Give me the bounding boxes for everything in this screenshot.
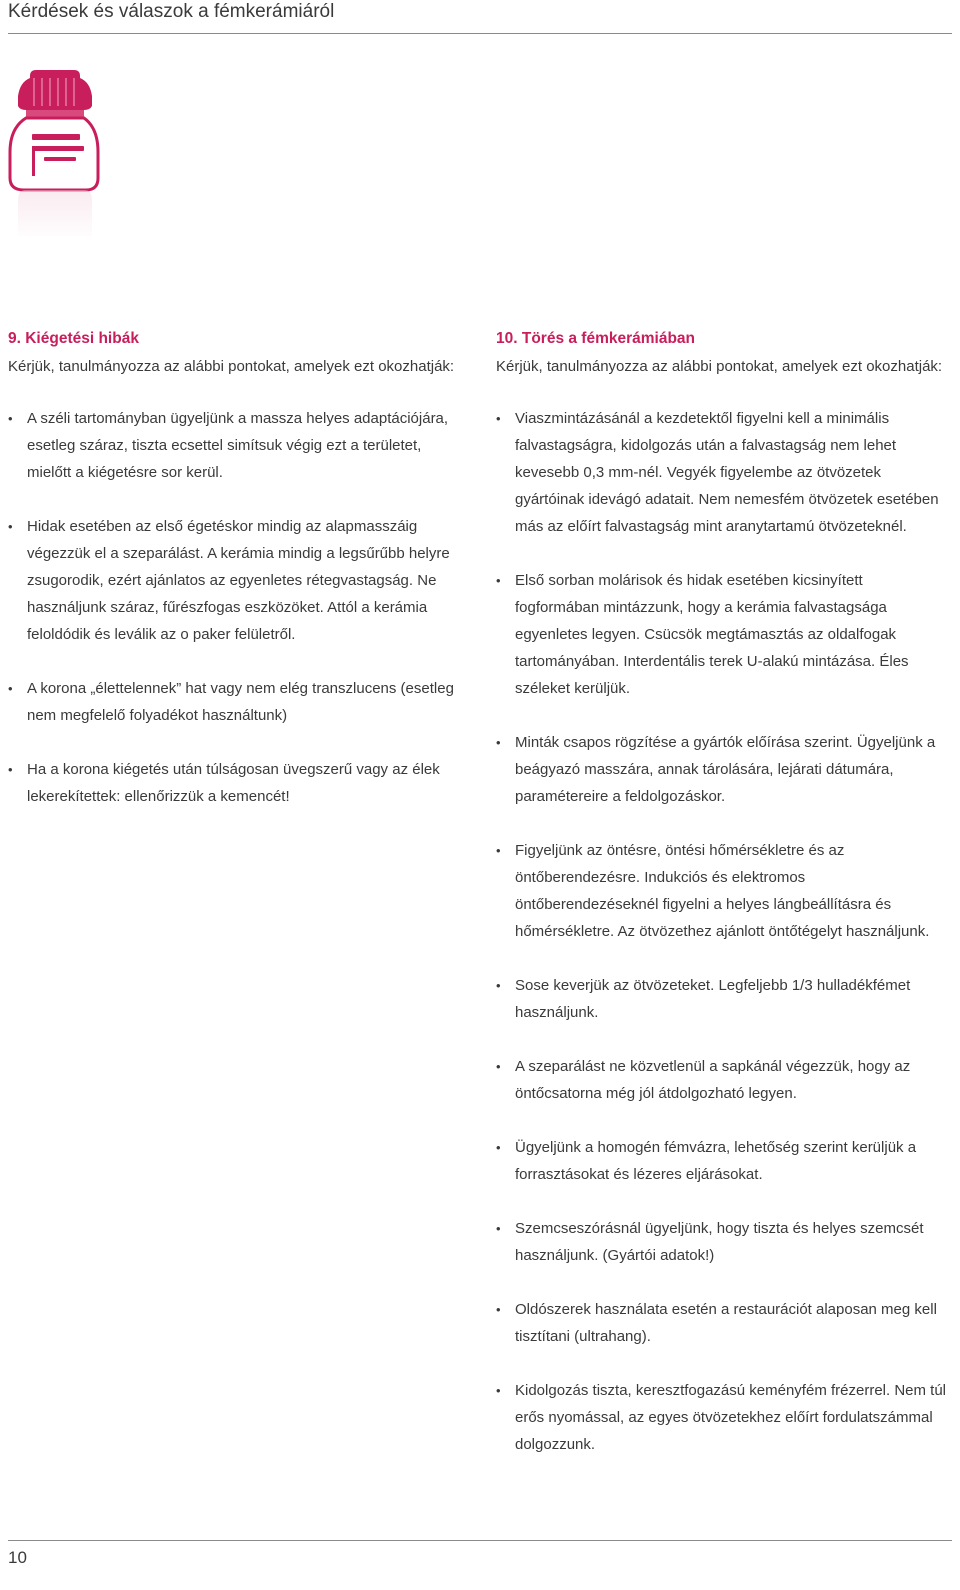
bullet-icon: • (496, 573, 501, 588)
page-header-title: Kérdések és válaszok a fémkerámiáról (8, 1, 335, 22)
list-item: • A korona „élettelennek” hat vagy nem elég transzlucens (esetleg nem megfelelő folyadékot használtunk) (8, 675, 458, 729)
header-divider (8, 33, 952, 34)
page-number: 10 (8, 1548, 27, 1567)
section-heading: 9. Kiégetési hibák (8, 330, 139, 347)
bullet-icon: • (8, 519, 13, 534)
list-item: • Viaszmintázásánál a kezdetektől figyelni kell a minimális falvastagságra, kidolgozás után a falvastagság nem lehet kevesebb 0,3 mm-nél. Vegyék figyelembe az ötvözetek gyártóinak idevágó adatait. Nem nemesfém ötvözetek esetében más az előírt falvastagság mint aranytartamú ötvözeteknél. (496, 405, 951, 540)
section-intro: Kérjük, tanulmányozza az alábbi pontokat, amelyek ezt okozhatják: (496, 358, 943, 375)
bullet-icon: • (496, 1302, 501, 1317)
list-item: • Első sorban molárisok és hidak esetében kicsinyített fogformában mintázzunk, hogy a kerámia falvastagsága egyenletes legyen. Csücsök megtámasztás az oldalfogak tartományában. Interdentális terek U-alakú mintázása. Éles széleket kerüljük. (496, 567, 951, 702)
list-item: • Ügyeljünk a homogén fémvázra, lehetőség szerint kerüljük a forrasztásokat és lézeres eljárásokat. (496, 1134, 951, 1188)
list-item: • Sose keverjük az ötvözeteket. Legfeljebb 1/3 hulladékfémet használjunk. (496, 972, 951, 1026)
bullet-icon: • (496, 1383, 501, 1398)
list-item: • Oldószerek használata esetén a restaurációt alaposan meg kell tisztítani (ultrahang). (496, 1296, 951, 1350)
list-item: • A széli tartományban ügyeljünk a massza helyes adaptációjára, esetleg száraz, tiszta ecsettel simítsuk végig ezt a területet, mielőtt a kiégetésre sor kerül. (8, 405, 458, 486)
bullet-icon: • (496, 843, 501, 858)
list-item: • Figyeljünk az öntésre, öntési hőmérsékletre és az öntőberendezésre. Indukciós és elektromos öntőberendezéseknél figyelni a helyes lángbeállításra és hőmérsékletre. Az ötvözethez ajánlott öntőtégelyt használjunk. (496, 837, 951, 945)
section-fracture (496, 328, 951, 1485)
section-heading: 10. Törés a fémkerámiában (496, 330, 696, 347)
list-item: • Minták csapos rögzítése a gyártók előírása szerint. Ügyeljünk a beágyazó masszára, annak tárolására, lejárati dátumára, paramétereire a feldolgozáskor. (496, 729, 951, 810)
list-item: • Hidak esetében az első égetéskor mindig az alapmasszáig végezzük el a szeparálást. A kerámia mindig a legsűrűbb helyre zsugorodik, ezért ajánlatos az egyenletes rétegvastagság. Ne használjunk száraz, fűrészfogas eszközöket. Attól a kerámia feloldódik és leválik az o paker felületről. (8, 513, 458, 648)
bullet-icon: • (496, 1221, 501, 1236)
list-item: • A szeparálást ne közvetlenül a sapkánál végezzük, hogy az öntőcsatorna még jól átdolgozható legyen. (496, 1053, 951, 1107)
bullet-icon: • (496, 978, 501, 993)
list-item: • Szemcseszórásnál ügyeljünk, hogy tiszta és helyes szemcsét használjunk. (Gyártói adatok!) (496, 1215, 951, 1269)
bullet-icon: • (496, 735, 501, 750)
bullet-icon: • (8, 411, 13, 426)
bullet-list (496, 405, 951, 1458)
bullet-list (8, 405, 458, 810)
section-intro: Kérjük, tanulmányozza az alábbi pontokat, amelyek ezt okozhatják: (8, 358, 455, 375)
list-item: • Kidolgozás tiszta, keresztfogazású keményfém frézerrel. Nem túl erős nyomással, az egyes ötvözetekhez előírt fordulatszámmal dolgozzunk. (496, 1377, 951, 1458)
bullet-icon: • (8, 681, 13, 696)
bullet-icon: • (496, 411, 501, 426)
list-item: • Ha a korona kiégetés után túlságosan üvegszerű vagy az élek lekerekítettek: ellenőrizzük a kemencét! (8, 756, 458, 810)
bullet-icon: • (496, 1059, 501, 1074)
footer-divider (8, 1540, 952, 1541)
ceramic-jar-icon (4, 66, 104, 241)
bullet-icon: • (496, 1140, 501, 1155)
bullet-icon: • (8, 762, 13, 777)
section-firing-defects (8, 328, 458, 837)
